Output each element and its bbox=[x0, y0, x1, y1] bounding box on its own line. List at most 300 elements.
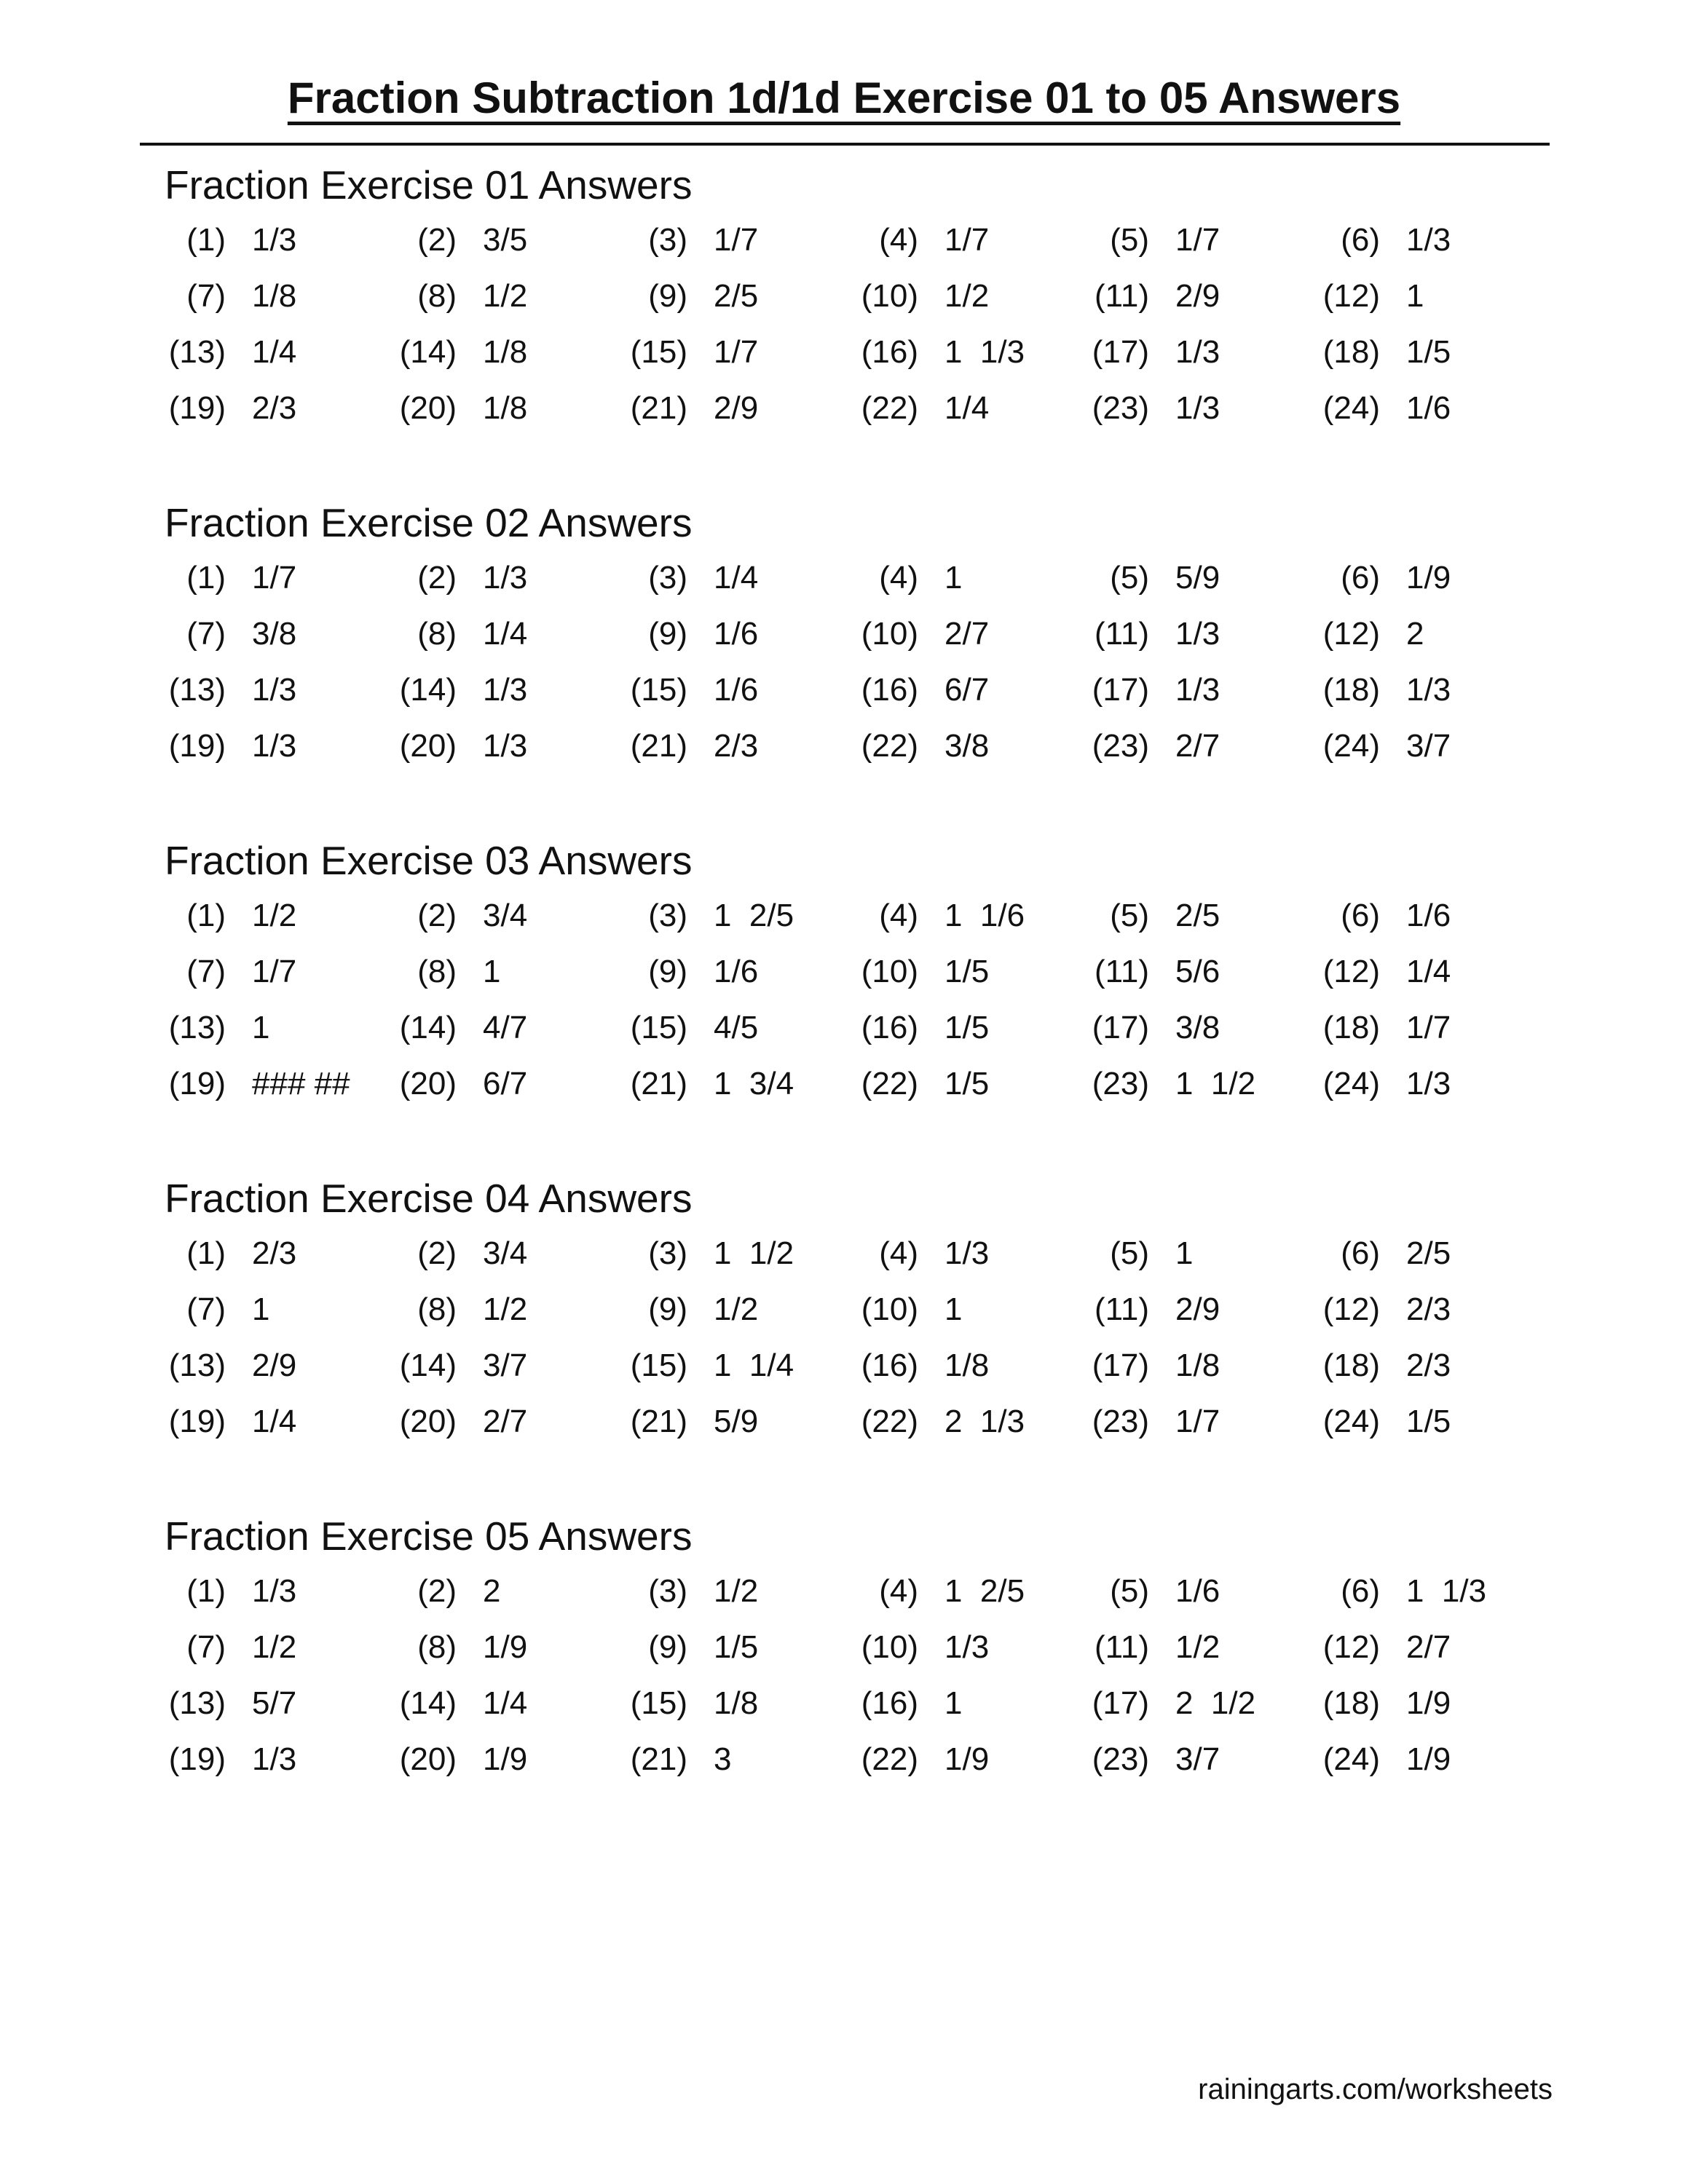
answer-item bbox=[153, 1682, 379, 1725]
answer-value: 2 bbox=[1406, 616, 1424, 652]
problem-number: (18) bbox=[1322, 1685, 1380, 1721]
problem-number: (8) bbox=[417, 1629, 457, 1665]
problem-number: (4) bbox=[879, 1573, 918, 1609]
answer-value: 2/7 bbox=[1406, 1629, 1451, 1665]
answer-item bbox=[153, 1006, 379, 1050]
answer-section bbox=[165, 499, 1548, 764]
answer-value: 1/7 bbox=[252, 560, 297, 596]
answer-item bbox=[1307, 724, 1533, 768]
problem-number: (4) bbox=[879, 1235, 918, 1271]
problem-number: (3) bbox=[648, 560, 687, 596]
answer-item bbox=[615, 1400, 840, 1444]
problem-number: (15) bbox=[630, 1010, 687, 1045]
answer-item bbox=[1307, 1738, 1533, 1781]
answer-item bbox=[1307, 1344, 1533, 1388]
problem-number: (1) bbox=[186, 560, 226, 596]
problem-number: (22) bbox=[861, 1066, 918, 1101]
answer-item bbox=[845, 1570, 1071, 1613]
answer-item bbox=[153, 950, 379, 994]
answer-value: 1/2 bbox=[714, 1573, 759, 1609]
answer-value: 5/6 bbox=[1175, 954, 1220, 989]
answer-item bbox=[1307, 387, 1533, 430]
problem-number: (6) bbox=[1341, 560, 1380, 596]
answer-item bbox=[384, 274, 610, 318]
answer-value: 1 1/2 bbox=[714, 1235, 794, 1271]
problem-number: (24) bbox=[1322, 1741, 1380, 1777]
answer-item bbox=[845, 612, 1071, 656]
answer-item bbox=[1307, 1400, 1533, 1444]
answer-value: 1/5 bbox=[1406, 334, 1451, 370]
problem-number: (14) bbox=[399, 1685, 457, 1721]
answer-value: 2 1/2 bbox=[1175, 1685, 1256, 1721]
answer-value: 1/3 bbox=[252, 672, 297, 708]
problem-number: (17) bbox=[1092, 1685, 1149, 1721]
problem-number: (19) bbox=[168, 1404, 226, 1439]
problem-number: (7) bbox=[186, 954, 226, 989]
problem-number: (14) bbox=[399, 334, 457, 370]
answer-value: 2/9 bbox=[714, 390, 759, 426]
problem-number: (20) bbox=[399, 728, 457, 764]
answer-section bbox=[165, 162, 1548, 426]
answer-value: 1/9 bbox=[483, 1629, 528, 1665]
answer-value: 1/3 bbox=[944, 1629, 990, 1665]
problem-number: (5) bbox=[1110, 1235, 1149, 1271]
problem-number: (1) bbox=[186, 1235, 226, 1271]
problem-number: (15) bbox=[630, 672, 687, 708]
answer-value: 1/3 bbox=[252, 1573, 297, 1609]
answer-value: 2/5 bbox=[1175, 898, 1220, 933]
answer-item bbox=[845, 387, 1071, 430]
problem-number: (21) bbox=[630, 1404, 687, 1439]
answer-item bbox=[615, 894, 840, 938]
answer-item bbox=[1307, 1626, 1533, 1669]
answer-item bbox=[615, 1288, 840, 1332]
answer-value: 1/4 bbox=[714, 560, 759, 596]
answer-item bbox=[1076, 556, 1302, 600]
answer-value: 2/9 bbox=[1175, 1291, 1220, 1327]
problem-number: (3) bbox=[648, 898, 687, 933]
answer-item bbox=[845, 274, 1071, 318]
answer-item bbox=[384, 1344, 610, 1388]
problem-number: (10) bbox=[861, 278, 918, 314]
answer-value: 1/7 bbox=[1406, 1010, 1451, 1045]
answer-value: 6/7 bbox=[944, 672, 990, 708]
problem-number: (11) bbox=[1095, 616, 1149, 652]
answer-item bbox=[384, 556, 610, 600]
answer-value: 1/9 bbox=[1406, 1741, 1451, 1777]
answer-value: 1/7 bbox=[714, 222, 759, 258]
answer-item bbox=[615, 1232, 840, 1275]
answer-value: 1/6 bbox=[1406, 390, 1451, 426]
problem-number: (2) bbox=[417, 222, 457, 258]
answer-value: 1 bbox=[1406, 278, 1424, 314]
answer-value: 1 bbox=[944, 1291, 963, 1327]
problem-number: (14) bbox=[399, 1010, 457, 1045]
answer-value: 1 bbox=[1175, 1235, 1194, 1271]
answer-item bbox=[845, 1682, 1071, 1725]
problem-number: (4) bbox=[879, 222, 918, 258]
problem-number: (12) bbox=[1322, 1291, 1380, 1327]
problem-number: (15) bbox=[630, 334, 687, 370]
problem-number: (19) bbox=[168, 1066, 226, 1101]
answer-item bbox=[1307, 218, 1533, 262]
answer-item bbox=[845, 1738, 1071, 1781]
answer-value: ### ## bbox=[252, 1066, 350, 1101]
answer-value: 2/7 bbox=[1175, 728, 1220, 764]
section-title: Fraction Exercise 02 Answers bbox=[165, 500, 693, 545]
answer-item bbox=[845, 668, 1071, 712]
problem-number: (11) bbox=[1095, 278, 1149, 314]
answer-value: 1/8 bbox=[252, 278, 297, 314]
answer-value: 2/7 bbox=[944, 616, 990, 652]
problem-number: (23) bbox=[1092, 390, 1149, 426]
answer-value: 1/5 bbox=[944, 1010, 990, 1045]
answer-value: 3/8 bbox=[1175, 1010, 1220, 1045]
answer-item bbox=[1076, 1062, 1302, 1106]
problem-number: (9) bbox=[648, 954, 687, 989]
answer-value: 5/9 bbox=[714, 1404, 759, 1439]
problem-number: (19) bbox=[168, 390, 226, 426]
answer-value: 4/5 bbox=[714, 1010, 759, 1045]
answer-value: 1/3 bbox=[1175, 334, 1220, 370]
answer-item bbox=[1076, 612, 1302, 656]
answer-item bbox=[384, 1288, 610, 1332]
answer-section bbox=[165, 1513, 1548, 1777]
answer-value: 1/4 bbox=[483, 1685, 528, 1721]
answer-value: 1/2 bbox=[483, 1291, 528, 1327]
answer-item bbox=[153, 668, 379, 712]
problem-number: (8) bbox=[417, 278, 457, 314]
answer-grid bbox=[0, 162, 1688, 426]
problem-number: (13) bbox=[168, 1010, 226, 1045]
answer-item bbox=[615, 1006, 840, 1050]
problem-number: (15) bbox=[630, 1685, 687, 1721]
answer-item bbox=[384, 331, 610, 374]
answer-value: 1 1/2 bbox=[1175, 1066, 1256, 1101]
section-title: Fraction Exercise 03 Answers bbox=[165, 838, 693, 883]
problem-number: (16) bbox=[861, 672, 918, 708]
answer-value: 3/8 bbox=[944, 728, 990, 764]
answer-value: 1/7 bbox=[1175, 1404, 1220, 1439]
problem-number: (16) bbox=[861, 1685, 918, 1721]
answer-grid bbox=[0, 1175, 1688, 1439]
section-title: Fraction Exercise 05 Answers bbox=[165, 1514, 693, 1559]
answer-item bbox=[1076, 950, 1302, 994]
answer-item bbox=[1076, 668, 1302, 712]
answer-value: 3/7 bbox=[1406, 728, 1451, 764]
answer-value: 1/9 bbox=[483, 1741, 528, 1777]
answer-item bbox=[615, 218, 840, 262]
answer-item bbox=[384, 1232, 610, 1275]
answer-grid bbox=[0, 499, 1688, 764]
answer-item bbox=[845, 1062, 1071, 1106]
problem-number: (8) bbox=[417, 1291, 457, 1327]
answer-item bbox=[1307, 1570, 1533, 1613]
answer-value: 2/3 bbox=[1406, 1348, 1451, 1383]
answer-item bbox=[1076, 1400, 1302, 1444]
answer-item bbox=[1307, 1062, 1533, 1106]
problem-number: (10) bbox=[861, 1291, 918, 1327]
problem-number: (24) bbox=[1322, 390, 1380, 426]
answer-item bbox=[615, 1626, 840, 1669]
answer-item bbox=[615, 724, 840, 768]
problem-number: (12) bbox=[1322, 616, 1380, 652]
answer-item bbox=[153, 387, 379, 430]
problem-number: (10) bbox=[861, 954, 918, 989]
answer-value: 1 1/6 bbox=[944, 898, 1025, 933]
answer-item bbox=[1307, 331, 1533, 374]
answer-item bbox=[153, 1344, 379, 1388]
answer-item bbox=[615, 1738, 840, 1781]
answer-value: 2/9 bbox=[1175, 278, 1220, 314]
answer-item bbox=[615, 556, 840, 600]
answer-item bbox=[1307, 274, 1533, 318]
problem-number: (3) bbox=[648, 222, 687, 258]
problem-number: (11) bbox=[1095, 1629, 1149, 1665]
problem-number: (6) bbox=[1341, 898, 1380, 933]
answer-value: 1/8 bbox=[714, 1685, 759, 1721]
problem-number: (21) bbox=[630, 390, 687, 426]
answer-value: 2 1/3 bbox=[944, 1404, 1025, 1439]
problem-number: (19) bbox=[168, 1741, 226, 1777]
answer-value: 1/3 bbox=[1175, 390, 1220, 426]
answer-value: 2/9 bbox=[252, 1348, 297, 1383]
problem-number: (10) bbox=[861, 616, 918, 652]
answer-item bbox=[845, 1232, 1071, 1275]
problem-number: (21) bbox=[630, 1066, 687, 1101]
answer-value: 1 bbox=[944, 1685, 963, 1721]
answer-item bbox=[1076, 724, 1302, 768]
answer-item bbox=[845, 1288, 1071, 1332]
answer-item bbox=[1076, 1738, 1302, 1781]
problem-number: (11) bbox=[1095, 1291, 1149, 1327]
problem-number: (6) bbox=[1341, 1573, 1380, 1609]
answer-value: 1/3 bbox=[1175, 672, 1220, 708]
problem-number: (16) bbox=[861, 334, 918, 370]
answer-value: 2/3 bbox=[714, 728, 759, 764]
problem-number: (11) bbox=[1095, 954, 1149, 989]
problem-number: (9) bbox=[648, 1629, 687, 1665]
answer-item bbox=[615, 1062, 840, 1106]
answer-item bbox=[153, 1232, 379, 1275]
problem-number: (18) bbox=[1322, 672, 1380, 708]
answer-value: 2/5 bbox=[1406, 1235, 1451, 1271]
answer-value: 2/3 bbox=[1406, 1291, 1451, 1327]
answer-value: 1/3 bbox=[1406, 1066, 1451, 1101]
problem-number: (13) bbox=[168, 1348, 226, 1383]
answer-item bbox=[615, 950, 840, 994]
answer-item bbox=[153, 556, 379, 600]
problem-number: (24) bbox=[1322, 1066, 1380, 1101]
answer-grid bbox=[0, 837, 1688, 1101]
answer-value: 5/9 bbox=[1175, 560, 1220, 596]
answer-value: 1/4 bbox=[252, 334, 297, 370]
answer-value: 2/7 bbox=[483, 1404, 528, 1439]
answer-item bbox=[384, 1570, 610, 1613]
answer-value: 1/3 bbox=[1175, 616, 1220, 652]
answer-value: 3/7 bbox=[483, 1348, 528, 1383]
problem-number: (20) bbox=[399, 390, 457, 426]
answer-item bbox=[1307, 894, 1533, 938]
title-divider bbox=[140, 143, 1550, 146]
answer-item bbox=[384, 218, 610, 262]
answer-value: 1/2 bbox=[714, 1291, 759, 1327]
answer-value: 1/7 bbox=[714, 334, 759, 370]
problem-number: (13) bbox=[168, 334, 226, 370]
answer-item bbox=[1076, 1344, 1302, 1388]
problem-number: (12) bbox=[1322, 1629, 1380, 1665]
answer-value: 1/8 bbox=[483, 390, 528, 426]
answer-item bbox=[1307, 668, 1533, 712]
answer-value: 2/5 bbox=[714, 278, 759, 314]
page-title: Fraction Subtraction 1d/1d Exercise 01 to 05 Answers bbox=[287, 74, 1401, 122]
answer-value: 1/3 bbox=[483, 560, 528, 596]
answer-item bbox=[153, 724, 379, 768]
answer-item bbox=[1076, 894, 1302, 938]
answer-item bbox=[1307, 1682, 1533, 1725]
problem-number: (17) bbox=[1092, 1010, 1149, 1045]
answer-item bbox=[153, 1400, 379, 1444]
answer-value: 1/3 bbox=[252, 222, 297, 258]
problem-number: (14) bbox=[399, 672, 457, 708]
answer-value: 1 bbox=[944, 560, 963, 596]
problem-number: (20) bbox=[399, 1404, 457, 1439]
answer-value: 1/6 bbox=[714, 954, 759, 989]
answer-value: 1/4 bbox=[1406, 954, 1451, 989]
answer-item bbox=[1307, 950, 1533, 994]
problem-number: (18) bbox=[1322, 1348, 1380, 1383]
answer-item bbox=[845, 950, 1071, 994]
answer-value: 1/3 bbox=[1406, 672, 1451, 708]
answer-value: 1/2 bbox=[1175, 1629, 1220, 1665]
answer-value: 3 bbox=[714, 1741, 732, 1777]
answer-value: 1/7 bbox=[944, 222, 990, 258]
problem-number: (1) bbox=[186, 1573, 226, 1609]
answer-value: 1/6 bbox=[1175, 1573, 1220, 1609]
answer-item bbox=[1076, 1006, 1302, 1050]
problem-number: (19) bbox=[168, 728, 226, 764]
problem-number: (13) bbox=[168, 1685, 226, 1721]
answer-item bbox=[384, 950, 610, 994]
answer-section bbox=[165, 1175, 1548, 1439]
answer-value: 1/2 bbox=[483, 278, 528, 314]
problem-number: (13) bbox=[168, 672, 226, 708]
problem-number: (23) bbox=[1092, 1066, 1149, 1101]
answer-value: 1/5 bbox=[1406, 1404, 1451, 1439]
answer-item bbox=[1076, 331, 1302, 374]
problem-number: (7) bbox=[186, 1291, 226, 1327]
answer-value: 1/8 bbox=[944, 1348, 990, 1383]
answer-item bbox=[1076, 1232, 1302, 1275]
problem-number: (9) bbox=[648, 1291, 687, 1327]
answer-item bbox=[845, 556, 1071, 600]
problem-number: (21) bbox=[630, 1741, 687, 1777]
answer-value: 1 3/4 bbox=[714, 1066, 794, 1101]
answer-item bbox=[1307, 612, 1533, 656]
answer-item bbox=[615, 1344, 840, 1388]
answer-value: 3/4 bbox=[483, 1235, 528, 1271]
answer-item bbox=[615, 387, 840, 430]
answer-item bbox=[1076, 1288, 1302, 1332]
answer-value: 1/2 bbox=[252, 1629, 297, 1665]
answer-item bbox=[1307, 1232, 1533, 1275]
answer-value: 3/5 bbox=[483, 222, 528, 258]
problem-number: (23) bbox=[1092, 1741, 1149, 1777]
problem-number: (14) bbox=[399, 1348, 457, 1383]
answer-item bbox=[615, 1570, 840, 1613]
problem-number: (15) bbox=[630, 1348, 687, 1383]
problem-number: (22) bbox=[861, 390, 918, 426]
answer-value: 1 bbox=[252, 1291, 270, 1327]
answer-item bbox=[153, 331, 379, 374]
answer-value: 3/8 bbox=[252, 616, 297, 652]
problem-number: (5) bbox=[1110, 898, 1149, 933]
problem-number: (9) bbox=[648, 616, 687, 652]
answer-grid bbox=[0, 1513, 1688, 1777]
answer-value: 1/9 bbox=[944, 1741, 990, 1777]
answer-value: 1/3 bbox=[944, 1235, 990, 1271]
problem-number: (16) bbox=[861, 1010, 918, 1045]
answer-item bbox=[1307, 1288, 1533, 1332]
answer-value: 4/7 bbox=[483, 1010, 528, 1045]
problem-number: (22) bbox=[861, 728, 918, 764]
problem-number: (18) bbox=[1322, 1010, 1380, 1045]
answer-value: 1 1/3 bbox=[944, 334, 1025, 370]
answer-item bbox=[615, 668, 840, 712]
answer-item bbox=[845, 1400, 1071, 1444]
answer-item bbox=[1076, 1682, 1302, 1725]
problem-number: (3) bbox=[648, 1235, 687, 1271]
problem-number: (12) bbox=[1322, 278, 1380, 314]
problem-number: (16) bbox=[861, 1348, 918, 1383]
answer-value: 1 1/3 bbox=[1406, 1573, 1487, 1609]
answer-value: 2 bbox=[483, 1573, 501, 1609]
answer-value: 1/7 bbox=[1175, 222, 1220, 258]
answer-value: 1/3 bbox=[483, 728, 528, 764]
answer-item bbox=[153, 218, 379, 262]
answer-value: 1/7 bbox=[252, 954, 297, 989]
answer-item bbox=[153, 1062, 379, 1106]
problem-number: (7) bbox=[186, 278, 226, 314]
answer-item bbox=[1076, 387, 1302, 430]
answer-section bbox=[165, 837, 1548, 1101]
problem-number: (7) bbox=[186, 616, 226, 652]
answer-value: 6/7 bbox=[483, 1066, 528, 1101]
answer-item bbox=[384, 612, 610, 656]
answer-item bbox=[153, 1288, 379, 1332]
problem-number: (7) bbox=[186, 1629, 226, 1665]
answer-value: 1/8 bbox=[1175, 1348, 1220, 1383]
answer-value: 3/4 bbox=[483, 898, 528, 933]
answer-item bbox=[153, 1570, 379, 1613]
answer-value: 1/3 bbox=[1406, 222, 1451, 258]
problem-number: (17) bbox=[1092, 1348, 1149, 1383]
problem-number: (2) bbox=[417, 1235, 457, 1271]
answer-item bbox=[1076, 1626, 1302, 1669]
problem-number: (1) bbox=[186, 898, 226, 933]
answer-item bbox=[615, 274, 840, 318]
answer-value: 1 bbox=[252, 1010, 270, 1045]
problem-number: (4) bbox=[879, 898, 918, 933]
answer-item bbox=[615, 612, 840, 656]
problem-number: (17) bbox=[1092, 334, 1149, 370]
problem-number: (2) bbox=[417, 1573, 457, 1609]
answer-value: 1/8 bbox=[483, 334, 528, 370]
answer-value: 1/9 bbox=[1406, 560, 1451, 596]
problem-number: (20) bbox=[399, 1741, 457, 1777]
problem-number: (22) bbox=[861, 1741, 918, 1777]
answer-item bbox=[384, 387, 610, 430]
